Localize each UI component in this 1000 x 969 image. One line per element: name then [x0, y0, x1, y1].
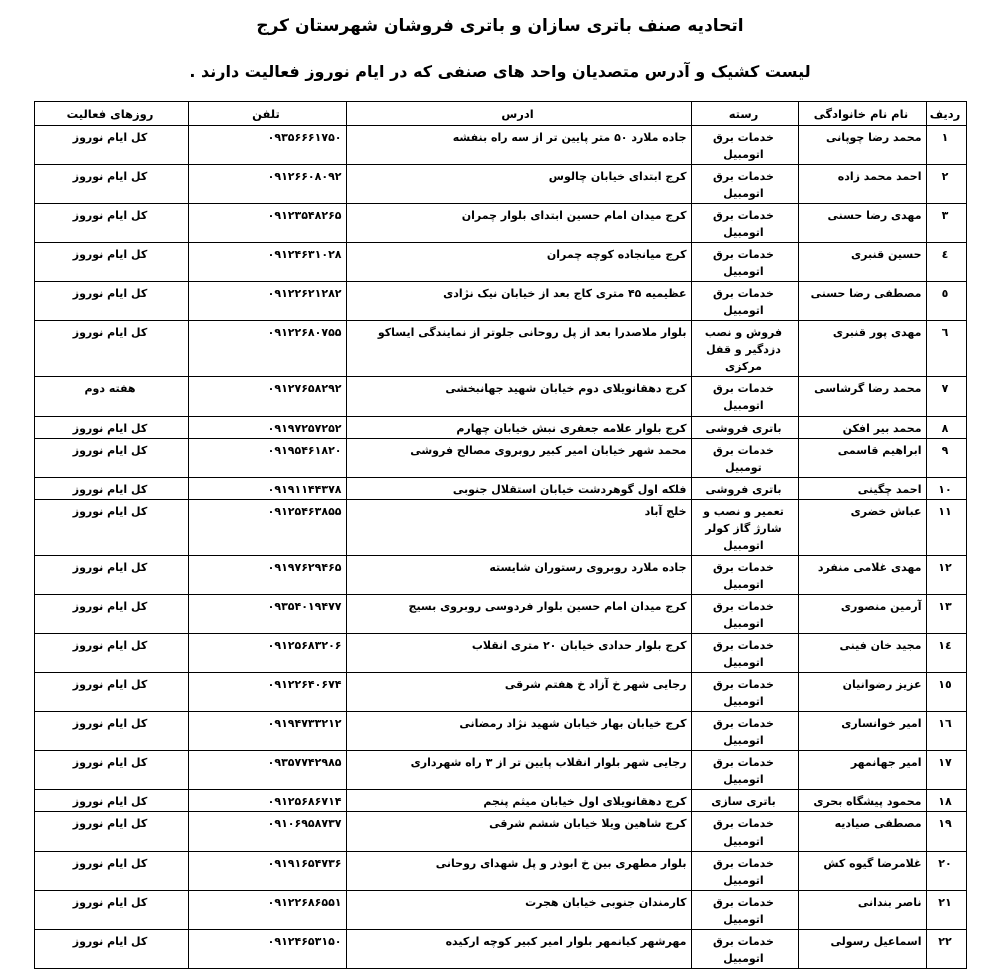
cell-address: بلوار مطهری بین خ ابوذر و پل شهدای روحانی: [346, 851, 691, 890]
cell-name: امیر خوانساری: [798, 712, 926, 751]
cell-address: عظیمیه ۴۵ متری کاج بعد از خیابان نیک نژادی: [346, 282, 691, 321]
cell-days: کل ایام نوروز: [34, 125, 188, 164]
cell-phone: ۰۹۱۰۶۹۵۸۷۳۷: [188, 812, 346, 851]
cell-name: محمود پیشگاه بحری: [798, 790, 926, 812]
table-body: [34, 125, 966, 968]
cell-days: کل ایام نوروز: [34, 673, 188, 712]
cell-address: فلکه اول گوهردشت خیابان استقلال جنوبی: [346, 477, 691, 499]
cell-phone: ۰۹۱۹۷۶۲۹۴۶۵: [188, 555, 346, 594]
cell-address: رجایی شهر خ آزاد خ هفتم شرقی: [346, 673, 691, 712]
cell-name: حسین قنبری: [798, 243, 926, 282]
cell-category: باتری فروشی: [691, 416, 798, 438]
cell-category: خدمات برق اتومبیل: [691, 594, 798, 633]
cell-category: باتری سازی: [691, 790, 798, 812]
header-cell-days: روزهای فعالیت: [34, 102, 188, 126]
cell-address: بلوار ملاصدرا بعد از پل روحانی جلوتر از نمایندگی ایساکو: [346, 321, 691, 377]
cell-category: خدمات برق اتومبیل: [691, 712, 798, 751]
cell-address: مهرشهر کیانمهر بلوار امیر کبیر کوچه ارکیده: [346, 929, 691, 968]
cell-name: عباش خضری: [798, 499, 926, 555]
cell-name: غلامرضا گیوه کش: [798, 851, 926, 890]
table-row: [34, 890, 966, 929]
cell-days: کل ایام نوروز: [34, 416, 188, 438]
cell-name: احمد محمد زاده: [798, 164, 926, 203]
cell-days: کل ایام نوروز: [34, 243, 188, 282]
header-cell-name: نام نام خانوادگی: [798, 102, 926, 126]
header-cell-category: رسته: [691, 102, 798, 126]
table-row: [34, 634, 966, 673]
cell-row: ١: [926, 125, 966, 164]
cell-phone: ۰۹۳۵۶۶۶۱۷۵۰: [188, 125, 346, 164]
cell-phone: ۰۹۳۵۷۷۴۲۹۸۵: [188, 751, 346, 790]
cell-days: کل ایام نوروز: [34, 204, 188, 243]
cell-category: خدمات برق اتومبیل: [691, 634, 798, 673]
cell-phone: ۰۹۱۲۵۶۸۶۷۱۴: [188, 790, 346, 812]
cell-row: ٥: [926, 282, 966, 321]
cell-days: کل ایام نوروز: [34, 790, 188, 812]
cell-name: احمد چگینی: [798, 477, 926, 499]
cell-row: ١٢: [926, 555, 966, 594]
cell-days: کل ایام نوروز: [34, 890, 188, 929]
cell-phone: ۰۹۱۹۴۷۳۳۲۱۲: [188, 712, 346, 751]
cell-phone: ۰۹۱۲۳۵۴۸۲۶۵: [188, 204, 346, 243]
table-row: [34, 812, 966, 851]
cell-category: فروش و نصب دزدگیر و قفل مرکزی: [691, 321, 798, 377]
table-row: [34, 673, 966, 712]
table-row: [34, 499, 966, 555]
cell-phone: ۰۹۱۲۷۶۵۸۲۹۲: [188, 377, 346, 416]
cell-phone: ۰۹۱۹۱۱۴۴۳۷۸: [188, 477, 346, 499]
cell-category: خدمات برق اتومبیل: [691, 812, 798, 851]
table-row: [34, 712, 966, 751]
cell-phone: ۰۹۱۲۲۶۸۰۷۵۵: [188, 321, 346, 377]
table-row: [34, 204, 966, 243]
cell-address: کرج دهقانویلای دوم خیابان شهید جهانبخشی: [346, 377, 691, 416]
cell-name: محمد بیر افکن: [798, 416, 926, 438]
cell-row: ٨: [926, 416, 966, 438]
table-row: [34, 321, 966, 377]
cell-phone: ۰۹۱۹۱۶۵۴۷۳۶: [188, 851, 346, 890]
roster-table: [34, 101, 967, 969]
cell-days: کل ایام نوروز: [34, 634, 188, 673]
cell-row: ٦: [926, 321, 966, 377]
cell-days: کل ایام نوروز: [34, 851, 188, 890]
table-row: [34, 416, 966, 438]
cell-name: ناصر بندانی: [798, 890, 926, 929]
cell-category: خدمات برق اتومبیل: [691, 751, 798, 790]
cell-row: ١٩: [926, 812, 966, 851]
cell-category: خدمات برق اتومبیل: [691, 851, 798, 890]
cell-category: خدمات برق اتومبیل: [691, 243, 798, 282]
cell-row: ١٨: [926, 790, 966, 812]
cell-address: محمد شهر خیابان امیر کبیر روبروی مصالح فروشی: [346, 438, 691, 477]
table-row: [34, 751, 966, 790]
cell-name: اسماعیل رسولی: [798, 929, 926, 968]
table-header-row: [34, 102, 966, 126]
cell-phone: ۰۹۱۹۷۲۵۷۲۵۲: [188, 416, 346, 438]
cell-address: خلج آباد: [346, 499, 691, 555]
table-row: [34, 555, 966, 594]
cell-phone: ۰۹۱۲۲۶۴۰۶۷۴: [188, 673, 346, 712]
cell-row: ٤: [926, 243, 966, 282]
cell-address: کارمندان جنوبی خیابان هجرت: [346, 890, 691, 929]
cell-days: کل ایام نوروز: [34, 477, 188, 499]
header-cell-phone: تلفن: [188, 102, 346, 126]
cell-category: خدمات برق اتومبیل: [691, 555, 798, 594]
cell-address: کرج دهقانویلای اول خیابان میثم پنجم: [346, 790, 691, 812]
cell-address: جاده ملارد روبروی رستوران شایسته: [346, 555, 691, 594]
cell-days: کل ایام نوروز: [34, 438, 188, 477]
cell-row: ١٥: [926, 673, 966, 712]
cell-address: کرج خیابان بهار خیابان شهید نژاد رمضانی: [346, 712, 691, 751]
cell-days: کل ایام نوروز: [34, 812, 188, 851]
cell-phone: ۰۹۱۲۴۶۵۳۱۵۰: [188, 929, 346, 968]
header-cell-row: ردیف: [926, 102, 966, 126]
cell-days: کل ایام نوروز: [34, 555, 188, 594]
cell-days: کل ایام نوروز: [34, 751, 188, 790]
cell-row: ٣: [926, 204, 966, 243]
table-row: [34, 851, 966, 890]
cell-row: ٢١: [926, 890, 966, 929]
cell-row: ٢٠: [926, 851, 966, 890]
cell-name: مهدی غلامی منفرد: [798, 555, 926, 594]
cell-name: مصطفی صیادیه: [798, 812, 926, 851]
cell-name: مهدی رضا حسنی: [798, 204, 926, 243]
header-cell-address: ادرس: [346, 102, 691, 126]
cell-days: کل ایام نوروز: [34, 164, 188, 203]
cell-row: ١٦: [926, 712, 966, 751]
cell-category: خدمات برق تومبیل: [691, 438, 798, 477]
cell-phone: ۰۹۱۲۵۴۶۳۸۵۵: [188, 499, 346, 555]
table-row: [34, 125, 966, 164]
cell-category: خدمات برق اتومبیل: [691, 890, 798, 929]
cell-name: محمد رضا گرشاسی: [798, 377, 926, 416]
cell-address: کرج ابتدای خیابان چالوس: [346, 164, 691, 203]
cell-row: ٧: [926, 377, 966, 416]
cell-phone: ۰۹۱۲۲۶۲۱۲۸۲: [188, 282, 346, 321]
page-title: اتحادیه صنف باتری سازان و باتری فروشان شهرستان کرج: [256, 16, 744, 36]
cell-days: هفته دوم: [34, 377, 188, 416]
cell-category: خدمات برق اتومبیل: [691, 204, 798, 243]
cell-category: خدمات برق اتومبیل: [691, 282, 798, 321]
cell-name: ابراهیم قاسمی: [798, 438, 926, 477]
cell-days: کل ایام نوروز: [34, 282, 188, 321]
cell-name: مجید خان فینی: [798, 634, 926, 673]
cell-name: مهدی پور قنبری: [798, 321, 926, 377]
cell-name: آرمین منصوری: [798, 594, 926, 633]
cell-phone: ۰۹۱۲۵۶۸۳۲۰۶: [188, 634, 346, 673]
cell-days: کل ایام نوروز: [34, 929, 188, 968]
cell-row: ١٤: [926, 634, 966, 673]
cell-row: ٢: [926, 164, 966, 203]
cell-category: خدمات برق اتومبیل: [691, 377, 798, 416]
cell-name: عزیز رضوانیان: [798, 673, 926, 712]
cell-category: باتری فروشی: [691, 477, 798, 499]
cell-phone: ۰۹۱۹۵۴۶۱۸۲۰: [188, 438, 346, 477]
table-row: [34, 377, 966, 416]
cell-days: کل ایام نوروز: [34, 321, 188, 377]
cell-row: ١٣: [926, 594, 966, 633]
table-row: [34, 282, 966, 321]
cell-phone: ۰۹۱۲۲۶۸۶۵۵۱: [188, 890, 346, 929]
cell-name: مصطفی رضا حسنی: [798, 282, 926, 321]
cell-address: جاده ملارد ۵۰ متر پایین تر از سه راه بنفشه: [346, 125, 691, 164]
cell-category: خدمات برق اتومبیل: [691, 125, 798, 164]
page-subtitle: لیست کشیک و آدرس متصدیان واحد های صنفی که در ایام نوروز فعالیت دارند .: [189, 62, 811, 81]
cell-address: کرج میانجاده کوچه چمران: [346, 243, 691, 282]
cell-address: کرج شاهین ویلا خیابان ششم شرقی: [346, 812, 691, 851]
table-row: [34, 929, 966, 968]
cell-row: ١٠: [926, 477, 966, 499]
cell-row: ١١: [926, 499, 966, 555]
table-row: [34, 594, 966, 633]
table-row: [34, 477, 966, 499]
cell-address: کرج میدان امام حسین بلوار فردوسی روبروی بسیج: [346, 594, 691, 633]
cell-days: کل ایام نوروز: [34, 712, 188, 751]
cell-days: کل ایام نوروز: [34, 499, 188, 555]
cell-name: محمد رضا چوپانی: [798, 125, 926, 164]
cell-name: امیر جهانمهر: [798, 751, 926, 790]
cell-row: ٩: [926, 438, 966, 477]
cell-address: کرج بلوار علامه جعفری نبش خیابان چهارم: [346, 416, 691, 438]
cell-address: رجایی شهر بلوار انقلاب پایین تر از ۳ راه شهرداری: [346, 751, 691, 790]
cell-days: کل ایام نوروز: [34, 594, 188, 633]
cell-category: خدمات برق اتومبیل: [691, 164, 798, 203]
cell-phone: ۰۹۱۲۶۶۰۸۰۹۲: [188, 164, 346, 203]
table-row: [34, 790, 966, 812]
table-row: [34, 164, 966, 203]
cell-phone: ۰۹۳۵۴۰۱۹۴۷۷: [188, 594, 346, 633]
cell-row: ٢٢: [926, 929, 966, 968]
cell-category: خدمات برق اتومبیل: [691, 673, 798, 712]
table-row: [34, 243, 966, 282]
cell-category: تعمیر و نصب و شارژ گاز کولر اتومبیل: [691, 499, 798, 555]
cell-category: خدمات برق اتومبیل: [691, 929, 798, 968]
cell-row: ١٧: [926, 751, 966, 790]
table-row: [34, 438, 966, 477]
cell-address: کرج میدان امام حسین ابتدای بلوار چمران: [346, 204, 691, 243]
cell-phone: ۰۹۱۲۴۶۳۱۰۲۸: [188, 243, 346, 282]
cell-address: کرج بلوار حدادی خیابان ۲۰ متری انقلاب: [346, 634, 691, 673]
